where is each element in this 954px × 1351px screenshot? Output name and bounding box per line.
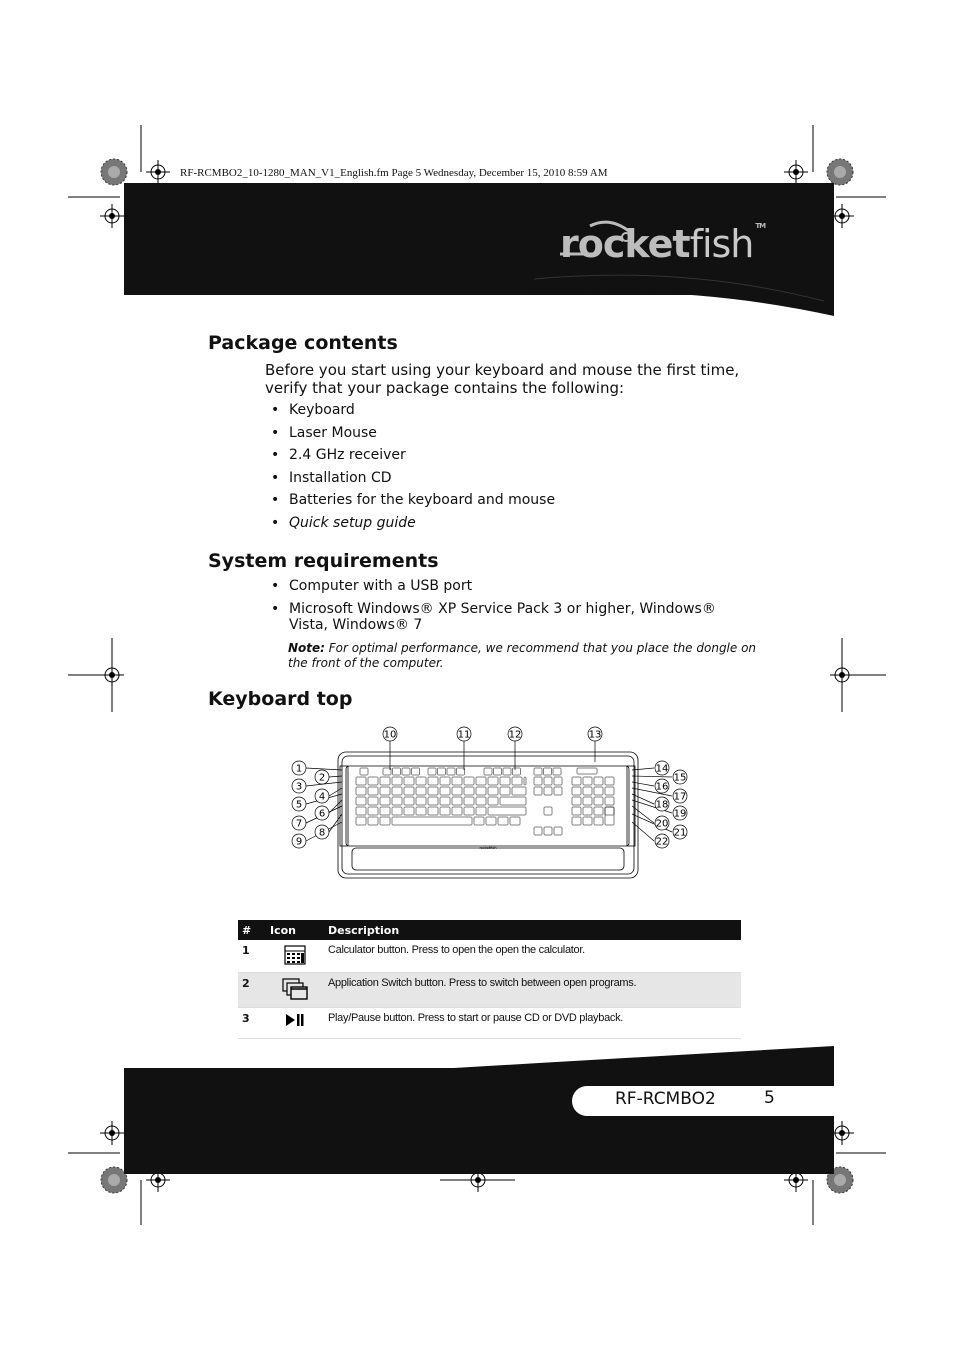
key [583,787,592,795]
key [534,787,542,795]
callout-label: 19 [673,808,687,820]
key [356,787,366,795]
list-item: • Keyboard [265,402,555,425]
key [605,807,614,815]
callout-label: 13 [588,729,602,741]
callout-21 [673,825,687,839]
key [503,768,511,775]
key [392,787,402,795]
table-row [238,940,741,973]
key [416,807,426,815]
key [488,797,498,805]
key [594,817,603,825]
key [464,777,474,785]
key [488,787,498,795]
key [356,777,366,785]
callout-label: 12 [508,729,522,741]
system-heading: System requirements [208,550,439,572]
key [380,807,390,815]
list-item: • 2.4 GHz receiver [265,447,555,470]
callout-label: 6 [318,808,326,820]
callout-15 [673,770,687,784]
callout-label: 21 [673,827,687,839]
keyboard-heading: Keyboard top [208,688,353,710]
key-description-table [238,920,741,1039]
logo-text-tail: fish [689,222,754,266]
callout-label: 18 [655,799,669,811]
list-item: • Quick setup guide [265,515,555,538]
key [484,768,492,775]
key [572,777,581,785]
key [412,768,420,775]
callout-label: 3 [295,781,303,793]
key [457,768,465,775]
callout-22 [655,834,669,848]
key [524,777,526,785]
callout-9 [292,834,306,848]
key [416,777,426,785]
list-item: • Microsoft Windows® XP Service Pack 3 or higher, Windows® Vista, Windows® 7 [265,601,745,633]
key [534,827,542,835]
callout-label: 2 [318,772,326,784]
key [488,777,498,785]
key [452,807,462,815]
key [554,827,562,835]
key [500,797,526,805]
row-description: Calculator button. Press to open the open the calculator. [324,940,741,973]
key [500,777,510,785]
row-description: Application Switch button. Press to switch between open programs. [324,973,741,1008]
callout-label: 5 [295,799,303,811]
key [393,768,401,775]
callout-label: 7 [295,818,303,830]
key [392,817,472,825]
key [486,817,496,825]
callout-14 [655,761,669,775]
table-header-row [238,920,741,940]
key [438,768,446,775]
key [554,777,562,785]
key [572,817,581,825]
callout-18 [655,797,669,811]
key [356,807,366,815]
key [452,787,462,795]
key [476,777,486,785]
callout-16 [655,779,669,793]
key [512,777,522,785]
package-heading: Package contents [208,332,398,354]
key [544,777,552,785]
callout-label: 8 [318,827,326,839]
file-info-line: RF-RCMBO2_10-1280_MAN_V1_English.fm Page 5 Wednesday, December 15, 2010 8:59 AM [180,167,608,179]
callout-1 [292,761,306,775]
callout-label: 20 [655,818,669,830]
key [356,817,366,825]
key [572,787,581,795]
key [474,817,484,825]
row-num: 1 [238,940,266,973]
key [368,787,378,795]
callout-label: 15 [673,772,687,784]
key [572,807,581,815]
key [404,797,414,805]
calculator-icon [266,940,324,973]
callout-12 [508,727,522,741]
key [605,797,614,805]
key [476,787,486,795]
col-header-num: # [238,920,266,940]
callout-label: 10 [383,729,397,741]
package-list [265,402,555,537]
key [428,777,438,785]
callout-label: 4 [318,791,326,803]
key [583,817,592,825]
callout-20 [655,816,669,830]
key [500,787,510,795]
key [428,787,438,795]
key [605,787,614,795]
row-description: Play/Pause button. Press to start or pause CD or DVD playback. [324,1008,741,1039]
callout-11 [457,727,471,741]
key [464,787,474,795]
key [544,807,552,815]
page-number: 5 [764,1088,775,1108]
key [488,807,526,815]
list-item: • Batteries for the keyboard and mouse [265,492,555,515]
key [534,768,542,775]
callout-label: 16 [655,781,669,793]
callout-label: 14 [655,763,669,775]
key [577,768,597,774]
callout-label: 1 [295,763,303,775]
note-label: Note: [288,641,325,655]
key [416,787,426,795]
key [392,797,402,805]
key [605,807,614,825]
list-item: • Computer with a USB port [265,578,745,601]
col-header-description: Description [324,920,741,940]
callout-8 [315,825,329,839]
key [440,807,450,815]
key [594,797,603,805]
key [583,777,592,785]
key [440,787,450,795]
app-switch-icon [266,973,324,1008]
callout-17 [673,789,687,803]
key [402,768,410,775]
row-num: 2 [238,973,266,1008]
key [512,787,526,795]
key [392,807,402,815]
table-row [238,1008,741,1039]
key [572,797,581,805]
key [498,817,508,825]
key [452,797,462,805]
callout-6 [315,806,329,820]
key [380,817,390,825]
key [368,807,378,815]
key [380,787,390,795]
key [368,777,378,785]
table-row [238,973,741,1008]
list-item: • Laser Mouse [265,425,555,448]
key [392,777,402,785]
key [464,797,474,805]
key [356,797,366,805]
brand-logo [560,222,765,266]
key [360,768,368,775]
key [510,817,520,825]
play-pause-icon [266,1008,324,1039]
key [368,817,378,825]
key [428,797,438,805]
key [583,797,592,805]
callout-label: 17 [673,791,687,803]
key [513,768,521,775]
key [494,768,502,775]
callout-4 [315,789,329,803]
callout-13 [588,727,602,741]
key [544,827,552,835]
note [288,641,778,671]
callout-2 [315,770,329,784]
callout-label: 22 [655,836,669,848]
logo-tm: TM [755,222,766,230]
key [404,787,414,795]
callout-3 [292,779,306,793]
key [476,807,486,815]
key [380,797,390,805]
note-text: For optimal performance, we recommend that you place the dongle on the front of the computer. [288,641,757,670]
col-header-icon: Icon [266,920,324,940]
callout-19 [673,806,687,820]
callout-5 [292,797,306,811]
key [380,777,390,785]
key [583,807,592,815]
callout-label: 11 [457,729,471,741]
key [554,787,562,795]
callout-7 [292,816,306,830]
row-num: 3 [238,1008,266,1039]
key [594,807,603,815]
key [440,777,450,785]
key [553,768,561,775]
key [534,777,542,785]
key [544,768,552,775]
key [428,807,438,815]
system-list [265,578,745,633]
logo-text-main: rocket [560,222,690,266]
key [428,768,436,775]
key [605,777,614,785]
key [447,768,455,775]
callout-10 [383,727,397,741]
wrist-rest-logo: rocketfish [479,846,497,850]
keyboard-diagram [290,726,690,886]
key [404,807,414,815]
key [594,787,603,795]
key [368,797,378,805]
key [464,807,474,815]
key [416,797,426,805]
model-number: RF-RCMBO2 [615,1089,716,1109]
key [544,787,552,795]
key [476,797,486,805]
key [452,777,462,785]
key [594,777,603,785]
callout-label: 9 [295,836,303,848]
list-item: • Installation CD [265,470,555,493]
key [440,797,450,805]
package-intro: Before you start using your keyboard and mouse the first time, verify that your package contains the following: [265,361,740,397]
key [404,777,414,785]
